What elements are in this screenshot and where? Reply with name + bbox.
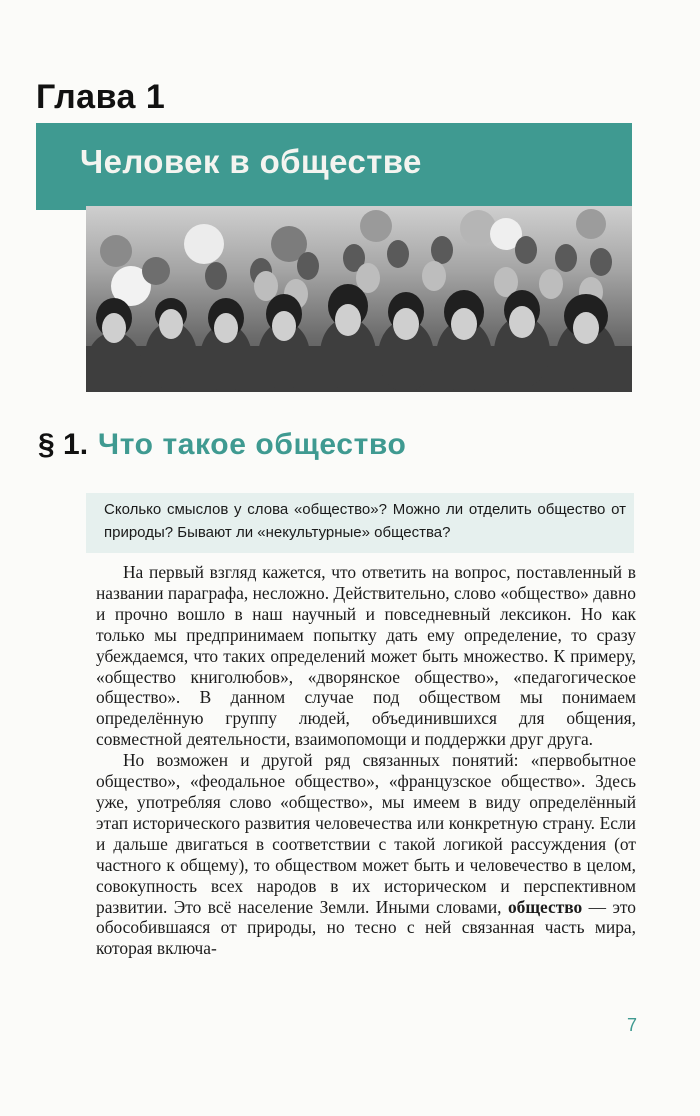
person-face (573, 312, 599, 344)
paragraph: На первый взгляд кажется, что ответить на вопрос, поставленный в названии параграфа, несложно. Действительно, слово «общество» давно и прочно вошло в наш научный и повседневный лексикон. Но как только мы предпринимаем попытку дать ему определение, то сразу убеждаемся, что таких определений может быть множество. К примеру, «общество книголюбов», «дворянское общество», «педагогическое общество». В данном случае под обществом мы понимаем определённую группу людей, объединившихся для общения, совместной деятельности, взаимопомощи и поддержки друг друга. (96, 562, 636, 750)
chapter-title-band (36, 123, 632, 210)
person-face (393, 308, 419, 340)
person-face (102, 313, 126, 343)
group-photo (86, 206, 632, 392)
person-head (539, 269, 563, 299)
question-text: Сколько смыслов у слова «общество»? Можно ли отделить общество от природы? Бывают ли «некультурные» общества? (104, 501, 626, 541)
person-head (431, 236, 453, 264)
person-face (214, 313, 238, 343)
balloon (184, 224, 224, 264)
chapter-title: Человек в обществе (80, 143, 422, 180)
section-heading (38, 428, 406, 462)
person-head (422, 261, 446, 291)
balloon (142, 257, 170, 285)
paragraph-text: Но возможен и другой ряд связанных понятий: «первобытное общество», «феодальное общество», «французское общество». Здесь уже, употребляя слово «общество», мы имеем в виду определённый этап исторического развития человечества или конкретную страну. Если и дальше двигаться в соответствии с такой логикой рассуждения (от частного к общему), то обществом может быть и человечество в целом, совокупность всех народов в их историческом и перспективном развитии. Это всё население Земли. Иными словами, (96, 750, 636, 917)
person-face (272, 311, 296, 341)
balloon (460, 210, 496, 246)
body-text (96, 562, 636, 959)
person-head (555, 244, 577, 272)
person-head (205, 262, 227, 290)
person-head (254, 271, 278, 301)
balloon (100, 235, 132, 267)
definition-term: общество (507, 896, 583, 917)
balloon (576, 209, 606, 239)
person-head (590, 248, 612, 276)
paragraph (96, 750, 636, 959)
person-face (451, 308, 477, 340)
person-face (159, 309, 183, 339)
section-number: § 1. (38, 428, 89, 461)
person-head (387, 240, 409, 268)
paragraph-text: — это обособившаяся от природы, но тесно с ней связанная часть мира, которая включа- (96, 896, 636, 959)
question-box (86, 493, 634, 553)
chapter-label: Глава 1 (36, 78, 166, 116)
person-face (509, 306, 535, 338)
page-number: 7 (627, 1015, 638, 1035)
section-title: Что такое общество (98, 428, 407, 461)
person-face (335, 304, 361, 336)
person-head (297, 252, 319, 280)
group-photo-illustration (86, 206, 632, 392)
balloon (360, 210, 392, 242)
person-head (515, 236, 537, 264)
